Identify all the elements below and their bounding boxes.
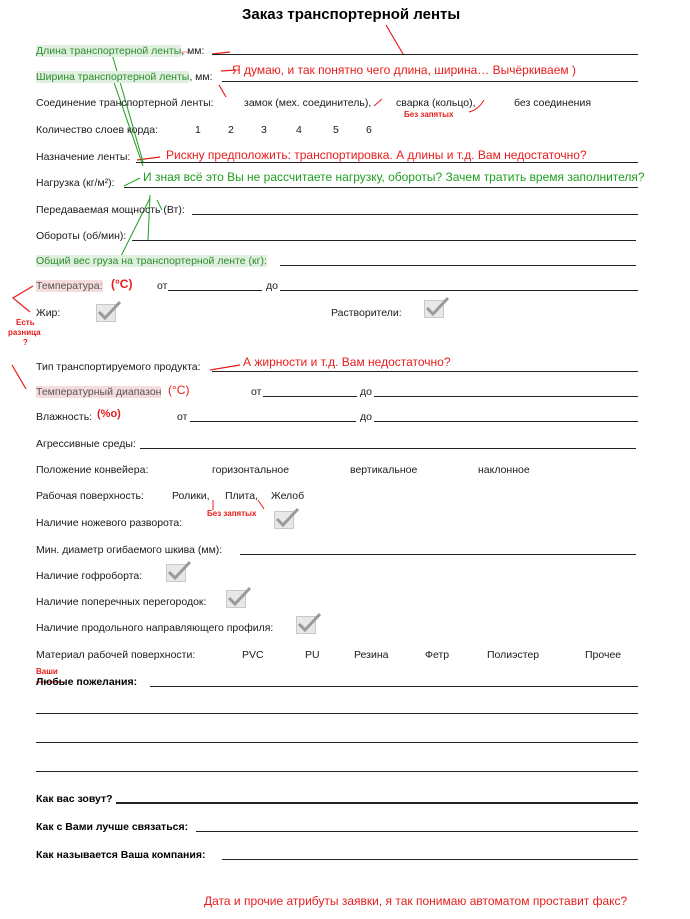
position-horizontal[interactable]: горизонтальное: [212, 464, 290, 476]
total-weight-input-line[interactable]: [280, 265, 636, 266]
cord-layer-1[interactable]: 1: [195, 124, 201, 136]
check-icon: [424, 296, 450, 318]
connection-option-none[interactable]: без соединения: [514, 97, 592, 109]
cross-partitions-label: Наличие поперечных перегородок:: [36, 596, 207, 608]
temp-range-from-input[interactable]: [263, 396, 357, 397]
humidity-label: Влажность:: [36, 411, 93, 423]
temp-range-to-input[interactable]: [374, 396, 638, 397]
comment-dimensions: Я думаю, и так понятно чего длина, ширина… Вычёркиваем ): [232, 63, 576, 77]
humidity-from: от: [177, 411, 188, 423]
purpose-input-line[interactable]: [136, 162, 638, 163]
connection-option-weld[interactable]: сварка (кольцо),: [396, 97, 476, 109]
rpm-label: Обороты (об/мин):: [36, 230, 127, 242]
wishes-input-line-2[interactable]: [36, 713, 638, 714]
comment-vashi: Ваши: [36, 667, 58, 676]
position-inclined[interactable]: наклонное: [478, 464, 530, 476]
total-weight-label: Общий вес груза на транспортерной ленте (кг):: [36, 255, 267, 267]
working-surface-label: Рабочая поверхность:: [36, 490, 144, 502]
cord-layer-5[interactable]: 5: [333, 124, 339, 136]
company-input-line[interactable]: [222, 859, 638, 860]
guide-profile-label: Наличие продольного направляющего профиля:: [36, 622, 274, 634]
check-icon: [226, 586, 252, 608]
material-other[interactable]: Прочее: [585, 649, 622, 661]
humidity-to: до: [360, 411, 372, 423]
comment-no-commas-1: Без запятых: [404, 110, 454, 119]
humidity-from-input[interactable]: [190, 421, 356, 422]
temperature-from: от: [157, 280, 168, 292]
length-label-row: [36, 45, 204, 57]
min-pulley-label: Мин. диаметр огибаемого шкива (мм):: [36, 544, 223, 556]
width-label-row: [36, 71, 213, 83]
company-label: Как называется Ваша компания:: [36, 849, 206, 861]
length-mm: , мм:: [181, 45, 205, 57]
length-input-line[interactable]: [212, 54, 638, 55]
temp-range-label: Температурный диапазон: [36, 386, 162, 398]
solvents-label: Растворители:: [331, 307, 402, 319]
comment-difference: [10, 318, 41, 348]
wishes-input-line-3[interactable]: [36, 742, 638, 743]
aggressive-label: Агрессивные среды:: [36, 438, 136, 450]
comment-fatness: А жирности и т.д. Вам недостаточно?: [243, 355, 451, 369]
length-label: Длина транспортерной ленты: [36, 45, 182, 57]
comment-difference-line1: Есть: [16, 318, 35, 327]
material-pvc[interactable]: PVC: [242, 649, 264, 661]
corrugated-checkbox[interactable]: [166, 560, 192, 580]
check-icon: [166, 560, 192, 582]
aggressive-input-line[interactable]: [140, 448, 636, 449]
comment-difference-line3: ?: [22, 338, 28, 347]
fat-label: Жир:: [36, 307, 61, 319]
contact-input-line[interactable]: [196, 831, 638, 832]
purpose-label: Назначение ленты:: [36, 151, 131, 163]
load-input-line[interactable]: [124, 187, 638, 188]
wishes-input-line-1[interactable]: [150, 686, 638, 687]
width-mm: , мм:: [189, 71, 213, 83]
fat-checkbox[interactable]: [96, 300, 122, 320]
rpm-input-line[interactable]: [132, 240, 636, 241]
material-polyester[interactable]: Полиэстер: [487, 649, 540, 661]
name-label: Как вас зовут?: [36, 793, 113, 805]
corrugated-label: Наличие гофроборта:: [36, 570, 143, 582]
cord-layer-2[interactable]: 2: [228, 124, 234, 136]
temperature-unit: (°C): [111, 277, 133, 291]
width-input-line[interactable]: [222, 81, 638, 82]
check-icon: [296, 612, 322, 634]
comment-load: И зная всё это Вы не рассчитаете нагрузку, обороты? Зачем тратить время заполнителя?: [143, 170, 645, 184]
page-title: Заказ транспортерной ленты: [242, 6, 461, 23]
temp-range-unit: (°C): [168, 383, 190, 397]
check-icon: [274, 507, 300, 529]
cross-partitions-checkbox[interactable]: [226, 586, 252, 606]
cord-layer-4[interactable]: 4: [296, 124, 302, 136]
temperature-label: Температура:: [36, 280, 103, 292]
solvents-checkbox[interactable]: [424, 296, 450, 316]
check-icon: [96, 300, 122, 322]
comment-purpose: Рискну предположить: транспортировка. А длины и т.д. Вам недостаточно?: [166, 148, 587, 162]
surface-plate[interactable]: Плита,: [225, 490, 258, 502]
comment-no-commas-2: Без запятых: [207, 509, 257, 518]
min-pulley-input-line[interactable]: [240, 554, 636, 555]
temperature-to: до: [266, 280, 278, 292]
humidity-to-input[interactable]: [374, 421, 638, 422]
wishes-input-line-4[interactable]: [36, 771, 638, 772]
knife-label: Наличие ножевого разворота:: [36, 517, 183, 529]
cord-layers-label: Количество слоев корда:: [36, 124, 159, 136]
power-label: Передаваемая мощность (Вт):: [36, 204, 185, 216]
load-label: Нагрузка (кг/м²):: [36, 177, 115, 189]
temperature-from-input[interactable]: [168, 290, 262, 291]
connection-option-lock[interactable]: замок (мех. соединитель),: [244, 97, 372, 109]
cord-layer-3[interactable]: 3: [261, 124, 267, 136]
humidity-unit: (%о): [97, 408, 121, 420]
product-type-label: Тип транспортируемого продукта:: [36, 361, 201, 373]
position-vertical[interactable]: вертикальное: [350, 464, 418, 476]
contact-label: Как с Вами лучше связаться:: [36, 821, 189, 833]
material-felt[interactable]: Фетр: [425, 649, 450, 661]
guide-profile-checkbox[interactable]: [296, 612, 322, 632]
knife-checkbox[interactable]: [274, 507, 300, 527]
surface-rollers[interactable]: Ролики,: [172, 490, 210, 502]
name-input-line[interactable]: [116, 802, 638, 804]
wishes-label: Любые пожелания:: [36, 676, 138, 688]
temp-range-from: от: [251, 386, 262, 398]
material-rubber[interactable]: Резина: [354, 649, 389, 661]
comment-difference-line2: разница: [8, 328, 41, 337]
material-label: Материал рабочей поверхности:: [36, 649, 196, 661]
power-input-line[interactable]: [192, 214, 638, 215]
cord-layer-6[interactable]: 6: [366, 124, 372, 136]
conveyor-position-label: Положение конвейера:: [36, 464, 149, 476]
temperature-to-input[interactable]: [280, 290, 638, 291]
comment-footer: Дата и прочие атрибуты заявки, я так понимаю автоматом проставит факс?: [204, 894, 628, 908]
connection-label: Соединение транспортерной ленты:: [36, 97, 214, 109]
product-type-input-line[interactable]: [212, 371, 638, 372]
material-pu[interactable]: PU: [305, 649, 320, 661]
temp-range-to: до: [360, 386, 372, 398]
width-label: Ширина транспортерной ленты: [36, 71, 190, 83]
surface-trough[interactable]: Желоб: [271, 490, 305, 502]
